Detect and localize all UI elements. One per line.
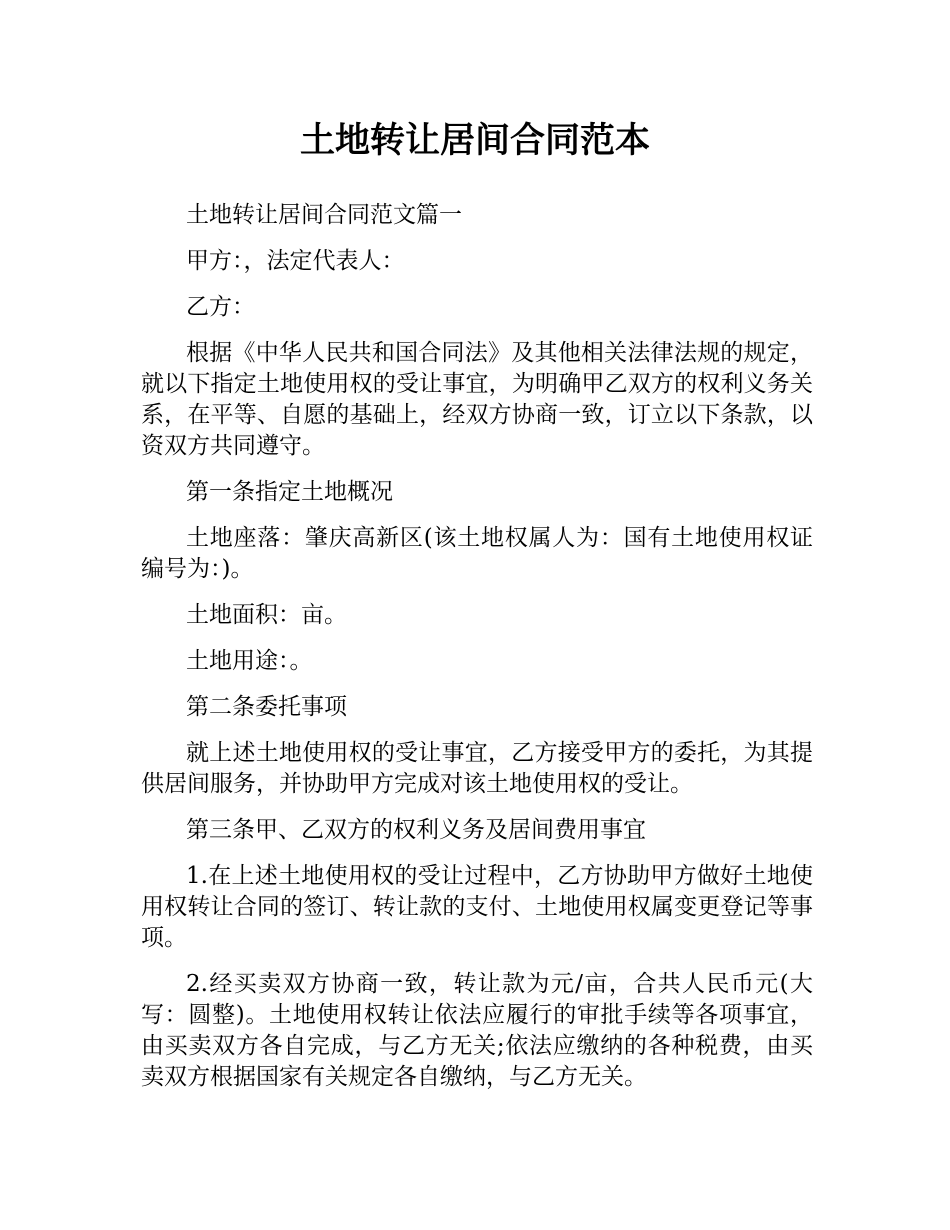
document-body (141, 200, 813, 1108)
document-title: 土地转让居间合同范本 (299, 121, 650, 161)
paragraph-party-a: 甲方：，法定代表人： (186, 248, 405, 274)
paragraph-land-area: 土地面积：亩。 (186, 602, 347, 628)
paragraph-article-2-heading: 第二条委托事项 (186, 694, 347, 720)
paragraph-entrusted-matter: 就上述土地使用权的受让事宜，乙方接受甲方的委托，为其提供居间服务，并协助甲方完成对该土地使用权的受让。 (141, 740, 813, 797)
paragraph-party-b: 乙方： (186, 294, 255, 320)
paragraph-clause-2: 2.经买卖双方协商一致，转让款为元/亩，合共人民币元(大写：圆整)。土地使用权转让依法应履行的审批手续等各项事宜，由买卖双方各自完成，与乙方无关;依法应缴纳的各种税费，由买卖双方根据国家有关规定各自缴纳，与乙方无关。 (141, 971, 813, 1090)
paragraph-land-use: 土地用途：。 (186, 648, 313, 674)
paragraph-article-1-heading: 第一条指定土地概况 (186, 479, 393, 505)
paragraph-article-3-heading: 第三条甲、乙双方的权利义务及居间费用事宜 (186, 817, 646, 843)
paragraph-clause-1: 1.在上述土地使用权的受让过程中，乙方协助甲方做好土地使用权转让合同的签订、转让款的支付、土地使用权属变更登记等事项。 (141, 863, 813, 951)
paragraph-section-heading: 土地转让居间合同范文篇一 (186, 202, 462, 228)
paragraph-land-location: 土地座落：肇庆高新区(该土地权属人为：国有土地使用权证编号为：)。 (141, 525, 813, 582)
paragraph-preamble: 根据《中华人民共和国合同法》及其他相关法律法规的规定，就以下指定土地使用权的受让事宜，为明确甲乙双方的权利义务关系，在平等、自愿的基础上，经双方协商一致，订立以下条款，以资双方共同遵守。 (141, 340, 813, 459)
